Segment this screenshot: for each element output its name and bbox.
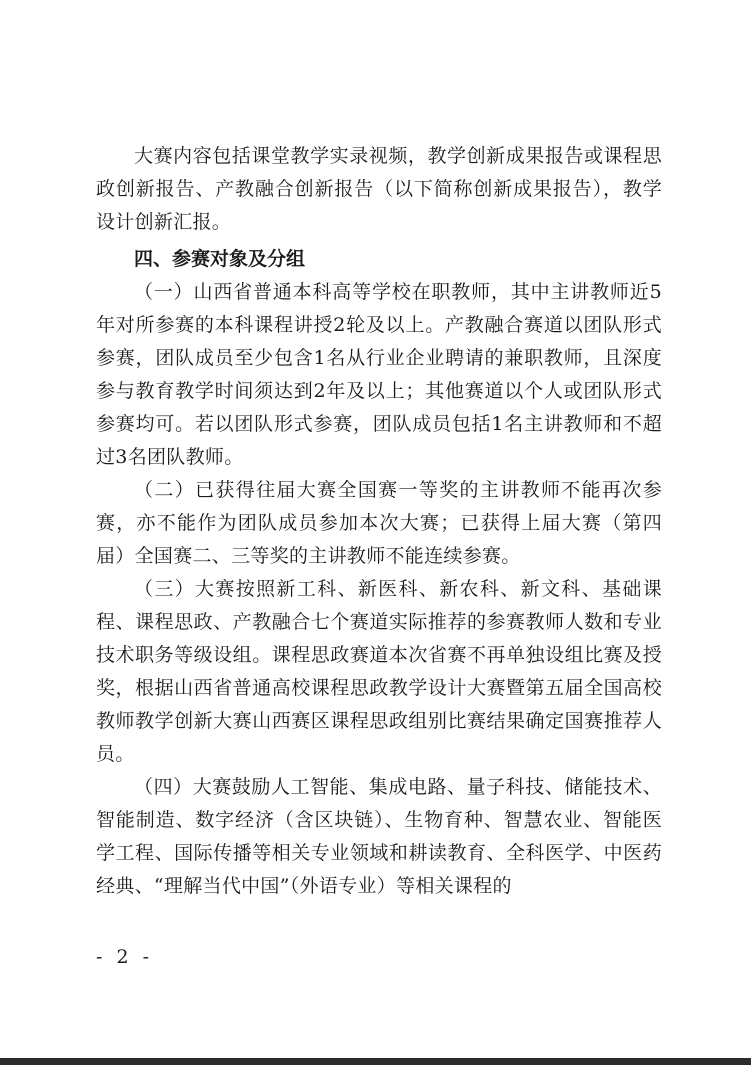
section-paragraph-3: （三）大赛按照新工科、新医科、新农科、新文科、基础课程、课程思政、产教融合七个赛道实际推荐的参赛教师人数和专业技术职务等级设组。课程思政赛道本次省赛不再单独设组比赛及授奖，根据山西省普通高校课程思政教学设计大赛暨第五届全国高校教师教学创新大赛山西赛区课程思政组别比赛结果确定国赛推荐人员。: [96, 578, 662, 765]
section-paragraph-4: （四）大赛鼓励人工智能、集成电路、量子科技、储能技术、智能制造、数字经济（含区块链）、生物育种、智慧农业、智能医学工程、国际传播等相关专业领域和耕读教育、全科医学、中医药经典、“理解当代中国”（外语专业）等相关课程的: [96, 776, 662, 897]
section-paragraph-2: （二）已获得往届大赛全国赛一等奖的主讲教师不能再次参赛，亦不能作为团队成员参加本次大赛；已获得上届大赛（第四届）全国赛二、三等奖的主讲教师不能连续参赛。: [96, 479, 662, 567]
page-number: - 2 -: [96, 946, 154, 968]
bottom-edge-bar: [0, 1058, 751, 1065]
section-paragraph-1: （一）山西省普通本科高等学校在职教师，其中主讲教师近5年对所参赛的本科课程讲授2轮及以上。产教融合赛道以团队形式参赛，团队成员至少包含1名从行业企业聘请的兼职教师，且深度参与教育教学时间须达到2年及以上；其他赛道以个人或团队形式参赛均可。若以团队形式参赛，团队成员包括1名主讲教师和不超过3名团队教师。: [96, 281, 662, 468]
section-heading: 四、参赛对象及分组: [134, 248, 306, 270]
document-body: [96, 140, 662, 903]
intro-paragraph: 大赛内容包括课堂教学实录视频，教学创新成果报告或课程思政创新报告、产教融合创新报告（以下简称创新成果报告），教学设计创新汇报。: [96, 145, 662, 233]
